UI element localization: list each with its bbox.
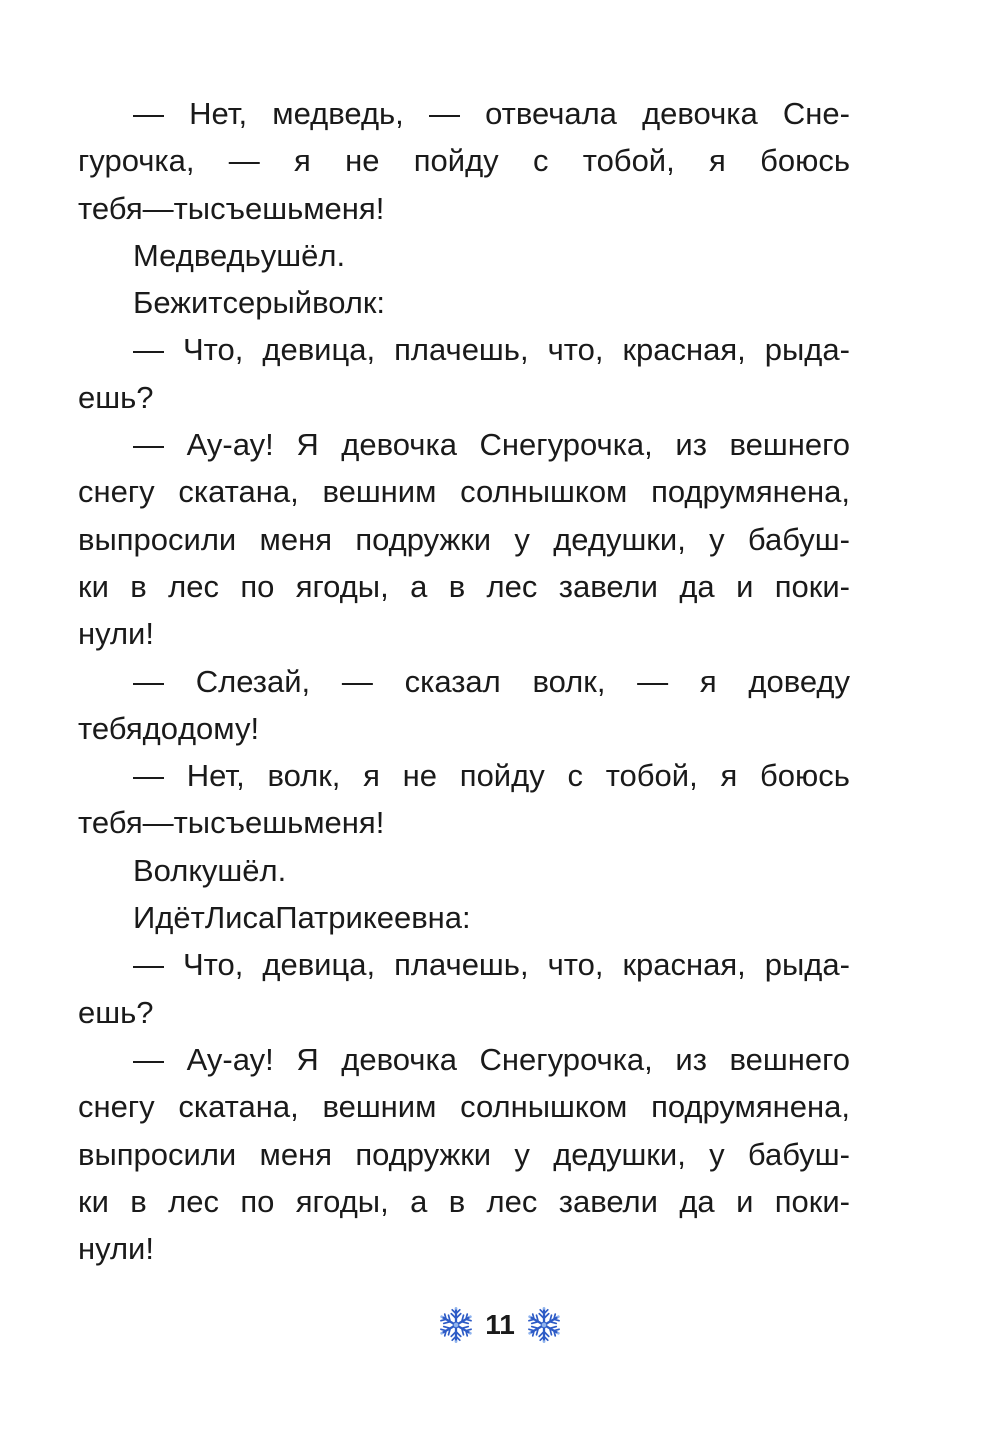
word: Снегурочка, [479,427,653,463]
word: тобой, [605,758,698,794]
word: я [709,143,726,179]
word: у [709,521,725,557]
word: девица, [262,332,376,368]
word: серый [222,285,313,321]
word: я [720,758,738,794]
text-line [78,658,850,705]
word: завели [558,1183,658,1219]
word: выпросили [78,521,237,557]
word: тебя [78,190,143,226]
word: и [736,568,754,604]
word: пойду [413,143,499,179]
word: — [142,190,174,226]
word: — [428,96,460,131]
word: подружки [355,1136,492,1172]
word: боюсь [760,143,850,179]
word: — [142,805,174,841]
word: вешним [322,474,437,510]
word: доведу [748,663,850,699]
text-line [78,1225,850,1272]
word: в [448,568,466,604]
word: у [709,1136,725,1172]
word: а [410,568,428,604]
word: ягоды, [295,568,389,604]
word: волк, [267,758,341,794]
text-line [78,1131,850,1178]
text-line [78,279,850,326]
word: рыда- [764,332,850,368]
word: Сне- [782,96,850,131]
word: что, [547,332,604,368]
word: Ау-ау! [186,427,274,463]
text-line [78,563,850,610]
word: я [294,143,311,179]
word: Слезай, [195,663,311,699]
word: до [142,710,178,746]
word: меня [259,1136,333,1172]
word: не [345,143,380,179]
word: Нет, [186,758,245,794]
text-line [78,847,850,894]
text-line [78,989,850,1036]
word: выпросили [78,1136,237,1172]
word: — [133,947,164,983]
word: не [402,758,438,794]
word: поки- [774,568,850,604]
snowflake-icon [437,1306,475,1344]
word: Медведь [133,237,261,273]
word: Идёт [133,900,205,936]
word: меня! [303,805,385,841]
word: пойду [459,758,545,794]
word: красная, [622,947,746,983]
word: тебя [78,805,143,841]
word: — [637,663,669,699]
page-number: 11 [485,1309,515,1340]
word: лес [168,568,219,604]
word: у [514,1136,530,1172]
snowflake-icon [525,1306,563,1344]
word: сказал [404,663,501,699]
word: дедушки, [553,1136,686,1172]
text-line [78,752,850,799]
word: нули! [78,1231,154,1267]
word: что, [547,947,604,983]
text-line [78,610,850,657]
page-footer [0,1302,1000,1348]
text-line [78,516,850,563]
text-line [78,185,850,232]
word: Я [296,1041,319,1077]
word: в [130,568,147,604]
word: бабуш- [747,521,850,557]
word: Что, [183,947,244,983]
word: Я [296,427,319,463]
word: с [532,143,549,179]
word: снегу [78,1089,155,1125]
text-line [78,705,850,752]
word: нули! [78,616,154,652]
word: волк: [312,285,386,321]
word: поки- [774,1183,850,1219]
word: да [679,568,715,604]
word: ушёл. [260,237,346,273]
word: ты [173,805,211,841]
word: Что, [183,332,244,368]
text-line [78,374,850,421]
word: бабуш- [747,1136,850,1172]
word: по [240,1183,275,1219]
word: ешь? [78,379,154,415]
text-line [78,799,850,846]
word: меня [259,521,333,557]
word: снегу [78,474,155,510]
word: Снегурочка, [479,1041,653,1077]
word: плачешь, [394,947,529,983]
word: Лиса [204,900,276,936]
word: дому! [177,710,260,746]
word: по [240,568,275,604]
text-line [78,326,850,373]
word: тобой, [582,143,675,179]
word: тебя [78,710,143,746]
word: я [363,758,380,794]
word: Волк [133,852,202,888]
word: — [341,663,373,699]
text-line [78,1036,850,1083]
word: плачешь, [394,332,529,368]
word: лес [486,1183,538,1219]
text-line [78,137,850,184]
word: — [133,332,164,368]
word: съешь [210,190,304,226]
word: Ау-ау! [186,1041,274,1077]
word: медведь, [272,96,404,131]
word: скатана, [178,474,299,510]
word: солнышком [460,474,628,510]
text-line [78,1083,850,1130]
word: волк, [532,663,606,699]
word: у [514,521,530,557]
word: — [133,427,164,463]
text-line [78,232,850,279]
word: девочка [341,1041,457,1077]
word: — [228,143,260,179]
word: Нет, [189,96,248,131]
word: вешним [322,1089,437,1125]
word: — [133,1041,164,1077]
word: рыда- [764,947,850,983]
word: девица, [262,947,376,983]
word: в [130,1183,147,1219]
word: съешь [210,805,304,841]
word: отвечала [485,96,617,131]
word: дедушки, [553,521,686,557]
word: солнышком [460,1089,628,1125]
word: в [448,1183,466,1219]
word: красная, [622,332,746,368]
word: вешнего [729,427,850,463]
word: и [736,1183,754,1219]
word: из [675,1041,707,1077]
word: ягоды, [295,1183,389,1219]
word: а [410,1183,428,1219]
word: подружки [355,521,492,557]
word: лес [486,568,538,604]
word: скатана, [178,1089,299,1125]
word: из [675,427,707,463]
text-line [78,421,850,468]
text-line [78,90,850,137]
word: вешнего [729,1041,850,1077]
word: боюсь [759,758,850,794]
word: ушёл. [201,852,287,888]
word: ешь? [78,994,154,1030]
word: с [567,758,583,794]
word: — [133,758,164,794]
word: я [699,663,717,699]
word: завели [558,568,658,604]
text-line [78,941,850,988]
word: подрумянена, [651,474,850,510]
page-body-text [78,90,850,1272]
word: девочка [642,96,758,131]
text-line [78,1178,850,1225]
word: подрумянена, [651,1089,850,1125]
word: ки [78,568,109,604]
word: — [133,663,164,699]
word: Бежит [133,285,223,321]
word: ки [78,1183,109,1219]
word: меня! [303,190,385,226]
text-line [78,468,850,515]
word: да [679,1183,715,1219]
word: лес [168,1183,219,1219]
word: гурочка, [78,143,195,179]
word: девочка [341,427,457,463]
word: — [133,96,164,131]
word: Патрикеевна: [275,900,471,936]
text-line [78,894,850,941]
word: ты [173,190,211,226]
